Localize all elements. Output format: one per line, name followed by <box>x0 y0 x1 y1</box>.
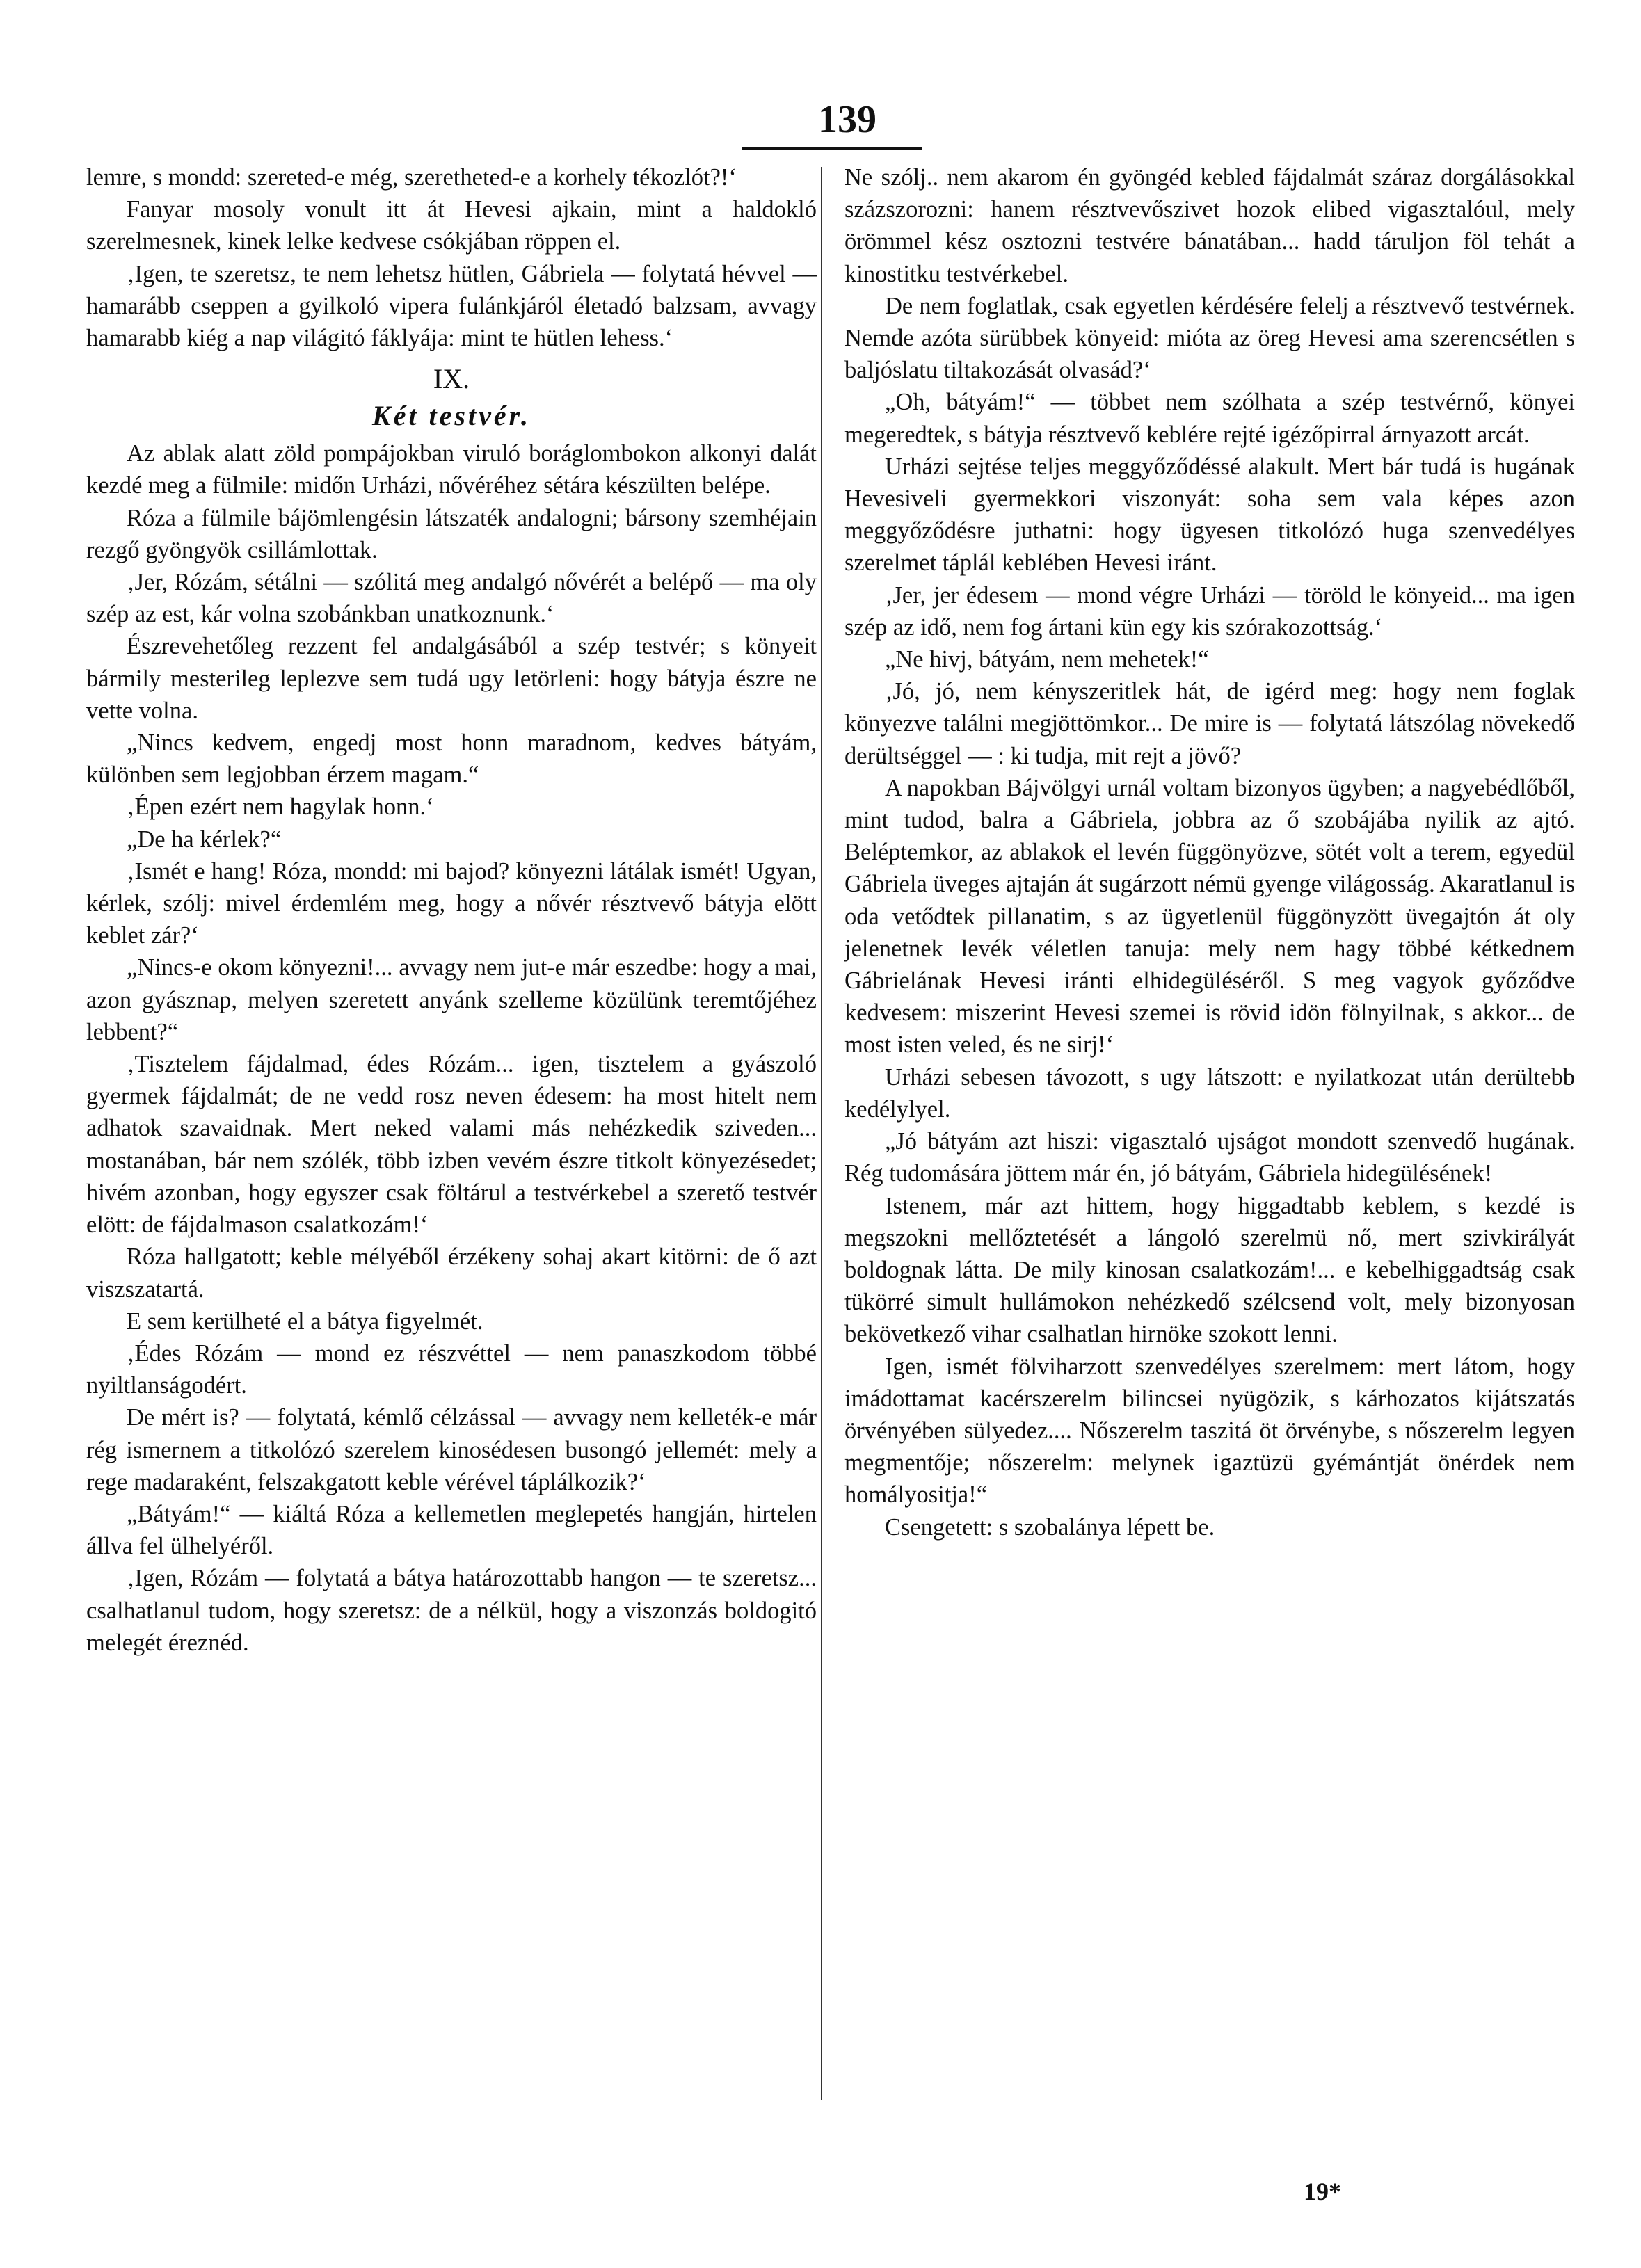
paragraph: Ne szólj.. nem akarom én gyöngéd kebled fájdalmát száraz dorgálásokkal százszorozni: hanem résztvevőszivet hozok elibed vigasztalóul, mely örömmel kész osztozni testvére bánatában... hadd táruljon föl tehát a kinostitku testvérkebel. <box>844 164 1575 287</box>
paragraph: ‚Édes Rózám — mond ez részvéttel — nem panaszkodom többé nyiltlanságodért. <box>86 1340 817 1399</box>
paragraph: ‚Jer, jer édesem — mond végre Urházi — töröld le könyeid... ma igen szép az idő, nem fog ártani kün egy kis szórakozottság.‘ <box>844 581 1575 641</box>
paragraph: „Nincs-e okom könyezni!... avvagy nem jut-e már eszedbe: hogy a mai, azon gyásznap, melyen szeretett anyánk szelleme közülünk teremtőjéhez lebbent?“ <box>86 954 817 1045</box>
paragraph: Urházi sejtése teljes meggyőződéssé alakult. Mert bár tudá is hugának Hevesiveli gyermekkori viszonyát: soha sem vala képes azon meggyőződésre juthatni: hogy ügyesen titkolózó huga szenvedélyes szerelmet táplál keblében Hevesi iránt. <box>844 453 1575 577</box>
paragraph: A napokban Bájvölgyi urnál voltam bizonyos ügyben; a nagyebédlőből, mint tudod, balra a Gábriela, jobbra az ő szobájába nyilik az ajtó. Beléptemkor, az ablakok el levén függönyözve, sötét volt a terem, egyedül Gábriela üveges ajtaján át sugárzott némü gyenge világosság. Akaratlanul is oda vetődtek pillanatim, s az ügyetlenül függönyzött üvegajtón át oly jelenetnek levék véletlen tanuja: mely nem hagy többé kétkednem Gábrielának Hevesi iránti elhidegüléséről. S meg vagyok győződve kedvesem: miszerint Hevesi szemei is rövid idön fölnyilnak, s akkor... de most isten veled, és ne sirj!‘ <box>844 774 1575 1059</box>
signature-mark: 19* <box>1304 2178 1341 2205</box>
paragraph: „De ha kérlek?“ <box>127 826 282 853</box>
paragraph: „Nincs kedvem, engedj most honn maradnom, kedves bátyám, különben sem legjobban érzem magam.“ <box>86 730 817 789</box>
paragraph: „Bátyám!“ — kiáltá Róza a kellemetlen meglepetés hangján, hirtelen állva fel ülhelyéről. <box>86 1500 817 1560</box>
paragraph: „Oh, bátyám!“ — többet nem szólhata a szép testvérnő, könyei megeredtek, s bátyja résztvevő keblére rejté igézőpirral árnyazott arcát. <box>844 389 1575 448</box>
paragraph: De mért is? — folytatá, kémlő célzással — avvagy nem kelleték-e már rég ismernem a titkolózó szerelem kinosédesen busongó jellemét: mely a rege madaraként, felszakgatott keble vérével táplálkozik?‘ <box>86 1404 817 1495</box>
paragraph: Az ablak alatt zöld pompájokban viruló boráglombokon alkonyi dalát kezdé meg a fülmile: midőn Urházi, nővéréhez sétára készülten belépe. <box>86 440 817 499</box>
paragraph: „Ne hivj, bátyám, nem mehetek!“ <box>885 646 1209 673</box>
paragraph: Észrevehetőleg rezzent fel andalgásából a szép testvér; s könyeit bármily mesterileg leplezve sem tudá ugy letörleni: hogy bátyja észre ne vette volna. <box>86 633 817 724</box>
header-rule <box>742 147 922 150</box>
paragraph: E sem kerülheté el a bátya figyelmét. <box>127 1308 483 1335</box>
paragraph: „Jó bátyám azt hiszi: vigasztaló ujságot mondott szenvedő hugának. Rég tudomására jöttem már én, jó bátyám, Gábriela hidegülésének! <box>844 1128 1575 1187</box>
right-column <box>844 161 1575 2123</box>
left-column <box>86 161 817 2123</box>
paragraph: De nem foglatlak, csak egyetlen kérdésére felelj a résztvevő testvérnek. Nemde azóta sürübbek könyeid: mióta az öreg Hevesi ama szerencsétlen s baljóslatu tiltakozását olvasád?‘ <box>844 292 1575 384</box>
paragraph: Igen, ismét fölviharzott szenvedélyes szerelmem: mert látom, hogy imádottamat kacérszerelm bilincsei nyügözik, s kárhozatos kijátszatás örvényében sülyedez.... Nőszerelm taszitá öt örvénybe, s nőszerelm legyen megmentője; nőszerelm: melynek igaztüzü gyémántját önérdek nem homályositja!“ <box>844 1353 1575 1509</box>
paragraph: Urházi sebesen távozott, s ugy látszott: e nyilatkozat után derültebb kedélylyel. <box>844 1063 1575 1123</box>
paragraph: ‚Igen, Rózám — folytatá a bátya határozottabb hangon — te szeretsz... csalhatlanul tudom, hogy szeretsz: de a nélkül, hogy a viszonzás boldogitó melegét éreznéd. <box>86 1565 817 1656</box>
paragraph: ‚Jó, jó, nem kényszeritlek hát, de igérd meg: hogy nem foglak könyezve találni megjöttömkor... De mire is — folytatá látszólag növekedő derültséggel — : ki tudja, mit rejt a jövő? <box>844 678 1575 769</box>
paragraph: ‚Épen ezért nem hagylak honn.‘ <box>127 794 434 821</box>
paragraph: ‚Ismét e hang! Róza, mondd: mi bajod? könyezni látálak ismét! Ugyan, kérlek, szólj: mivel érdemlém meg, hogy a nővér résztvevő bátyja elött keblet zár?‘ <box>86 858 817 949</box>
paragraph: Csengetett: s szobalánya lépett be. <box>885 1513 1215 1541</box>
page-number: 139 <box>818 98 876 141</box>
paragraph: lemre, s mondd: szereted-e még, szeretheted-e a korhely tékozlót?!‘ <box>86 164 737 191</box>
paragraph: Róza a fülmile bájömlengésin látszaték andalogni; bársony szemhéjain rezgő gyöngyök csillámlottak. <box>86 504 817 563</box>
paragraph: Fanyar mosoly vonult itt át Hevesi ajkain, mint a haldokló szerelmesnek, kinek lelke kedvese csókjában röppen el. <box>86 196 817 255</box>
paragraph: Róza hallgatott; keble mélyéből érzékeny sohaj akart kitörni: de ő azt viszszatartá. <box>86 1244 817 1303</box>
paragraph: Istenem, már azt hittem, hogy higgadtabb keblem, s kezdé is megszokni mellőztetését a lángoló szerelmü nő, mert szivkirályát boldognak látta. De mily kinosan csalatkozám!... e kebelhiggadtság csak tükörré simult hullámokon nehézkedő szélcsend volt, mely bizonyosan bekövetkező vihar csalhatlan hirnöke szokott lenni. <box>844 1192 1575 1348</box>
paragraph: ‚Igen, te szeretsz, te nem lehetsz hütlen, Gábriela — folytatá hévvel — hamarább cseppen a gyilkoló vipera fulánkjáról életadó balzsam, avvagy hamarabb kiég a nap világitó fáklyája: mint te hütlen lehess.‘ <box>86 260 817 352</box>
paragraph: ‚Tisztelem fájdalmad, édes Rózám... igen, tisztelem a gyászoló gyermek fájdalmát; de ne vedd rosz neven édesem: ha most hitelt nem adhatok szavaidnak. Mert neked valami más nehézkedik sziveden... mostanában, bár nem szólék, több izben vevém észre titkolt könyezésedet; hivém azonban, hogy egyszer csak föltárul a testvérkebel a szerető testvér elött: de fájdalmason csalatkozám!‘ <box>86 1051 817 1239</box>
column-divider <box>821 167 822 2100</box>
section-title: Két testvér. <box>372 400 531 432</box>
paragraph: ‚Jer, Rózám, sétálni — szólitá meg andalgó nővérét a belépő — ma oly szép az est, kár volna szobánkban unatkoznunk.‘ <box>86 569 817 628</box>
section-number: IX. <box>433 363 470 395</box>
